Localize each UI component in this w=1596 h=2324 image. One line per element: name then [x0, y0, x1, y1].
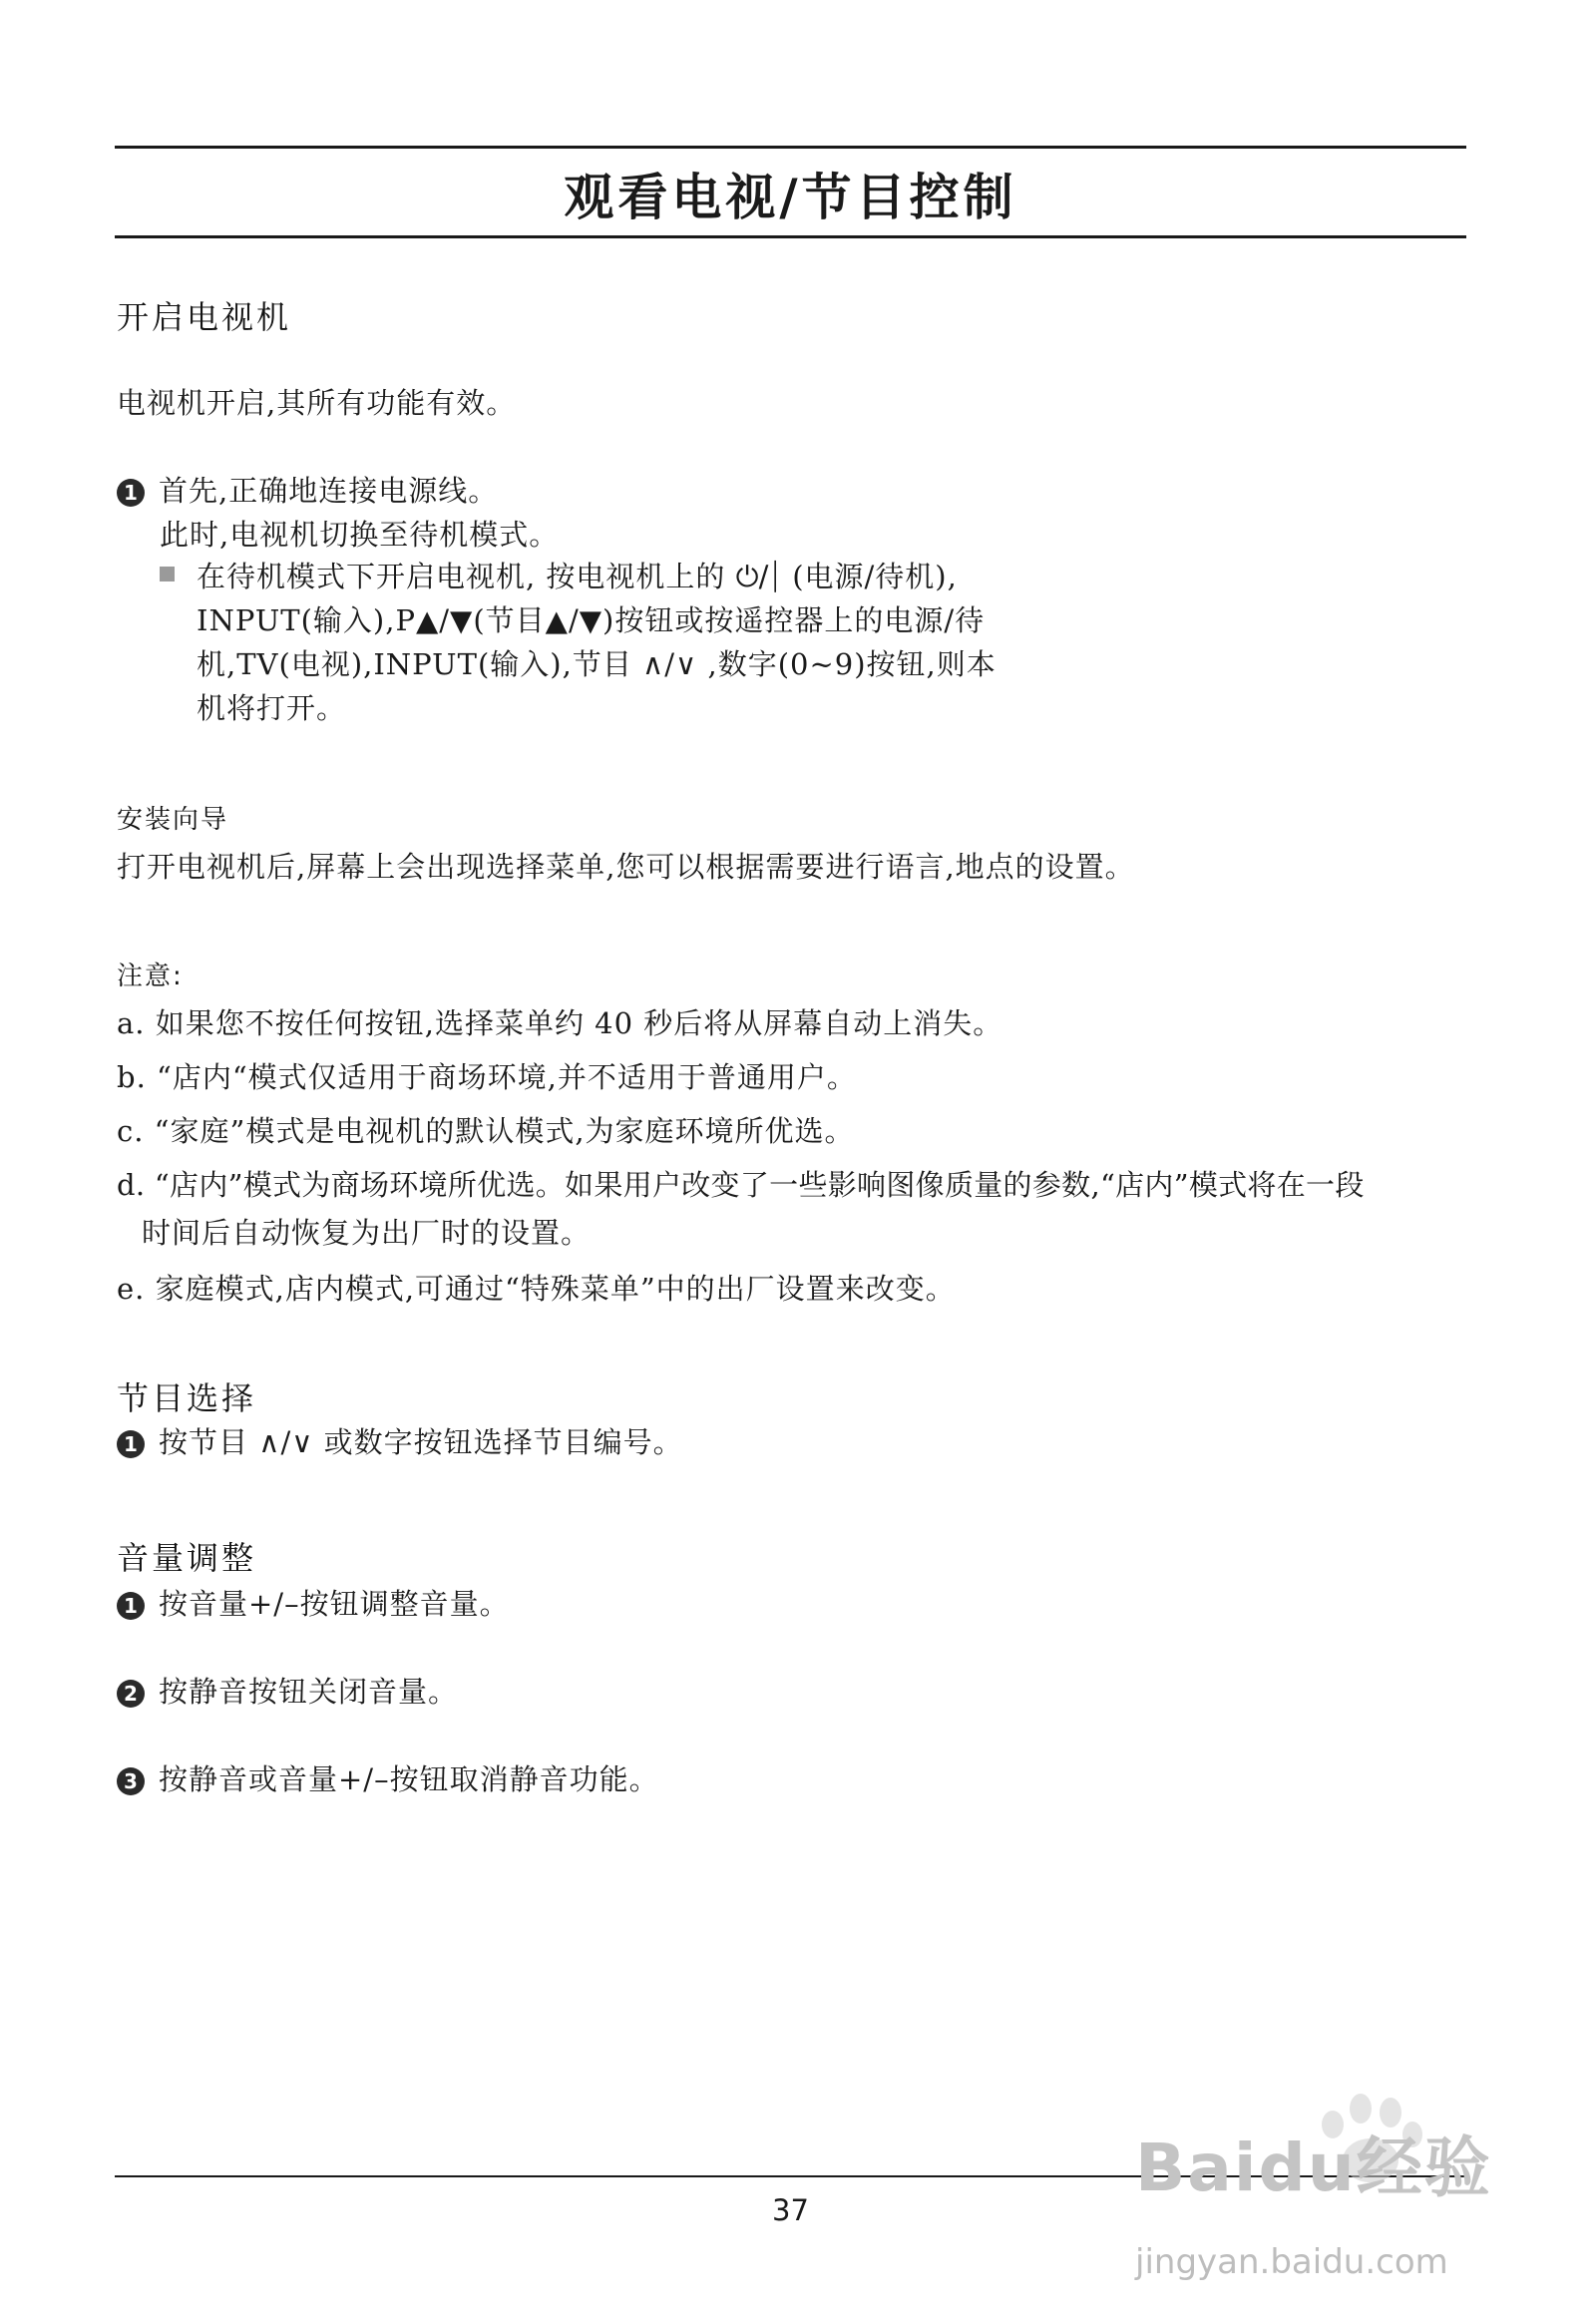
power-on-bullet-line-2: INPUT(输入),P▲/▼(节目▲/▼)按钮或按遥控器上的电源/待 [197, 603, 986, 637]
note-a: a. 如果您不按任何按钮,选择菜单约 40 秒后将从屏幕自动上消失。 [117, 1006, 1003, 1040]
setup-wizard-text: 打开电视机后,屏幕上会出现选择菜单,您可以根据需要进行语言,地点的设置。 [117, 850, 1135, 884]
note-e: e. 家庭模式,店内模式,可通过“特殊菜单”中的出厂设置来改变。 [117, 1272, 956, 1306]
step-number-marker: 1 [117, 1430, 145, 1458]
volume-step-3: 3 按静音或音量+/–按钮取消静音功能。 [117, 1757, 659, 1801]
section-heading-setup-wizard: 安装向导 [117, 805, 229, 835]
note-d-line-1: d. “店内”模式为商场环境所优选。如果用户改变了一些影响图像质量的参数,“店内”模式将在一段 [117, 1168, 1365, 1202]
watermark-brand: Baidu经验 [1135, 2130, 1492, 2206]
title-top-rule [115, 146, 1466, 149]
title-bottom-rule [115, 235, 1466, 238]
power-on-step-1 [117, 469, 498, 513]
power-on-bullet-line-1: 在待机模式下开启电视机, 按电视机上的 ⏻/⏐ (电源/待机), [160, 555, 958, 598]
section-heading-power-on: 开启电视机 [117, 298, 292, 336]
step-number-marker: 2 [117, 1680, 145, 1708]
power-standby-icon: ⏻/⏐ [735, 560, 782, 593]
section-heading-volume: 音量调整 [117, 1539, 257, 1577]
volume-step-2: 2 按静音按钮关闭音量。 [117, 1670, 458, 1714]
volume-step-1: 1 按音量+/–按钮调整音量。 [117, 1582, 510, 1626]
section-heading-channel-select: 节目选择 [117, 1379, 257, 1417]
step-number-marker: 1 [117, 1592, 145, 1620]
note-c: c. “家庭”模式是电视机的默认模式,为家庭环境所优选。 [117, 1114, 855, 1148]
watermark-url: jingyan.baidu.com [1135, 2242, 1448, 2282]
note-d-line-2: 时间后自动恢复为出厂时的设置。 [142, 1216, 592, 1250]
notes-heading: 注意: [117, 962, 184, 991]
page-title: 观看电视/节目控制 [564, 169, 1017, 226]
page-number: 37 [772, 2193, 809, 2227]
power-on-intro: 电视机开启,其所有功能有效。 [117, 386, 517, 420]
step-number-marker: 3 [117, 1767, 145, 1795]
note-b: b. “店内“模式仅适用于商场环境,并不适用于普通用户。 [117, 1060, 857, 1094]
step-number-marker: 1 [117, 479, 145, 507]
bullet-square-icon [160, 567, 175, 581]
power-on-bullet-line-3: 机,TV(电视),INPUT(输入),节目 ∧/∨ ,数字(0~9)按钮,则本 [197, 647, 997, 681]
power-on-step-1-note: 此时,电视机切换至待机模式。 [160, 518, 560, 552]
step-1-text: 首先,正确地连接电源线。 [159, 474, 499, 508]
power-on-bullet-line-4: 机将打开。 [197, 691, 347, 725]
channel-select-step-1: 1 按节目 ∧/∨ 或数字按钮选择节目编号。 [117, 1420, 683, 1464]
